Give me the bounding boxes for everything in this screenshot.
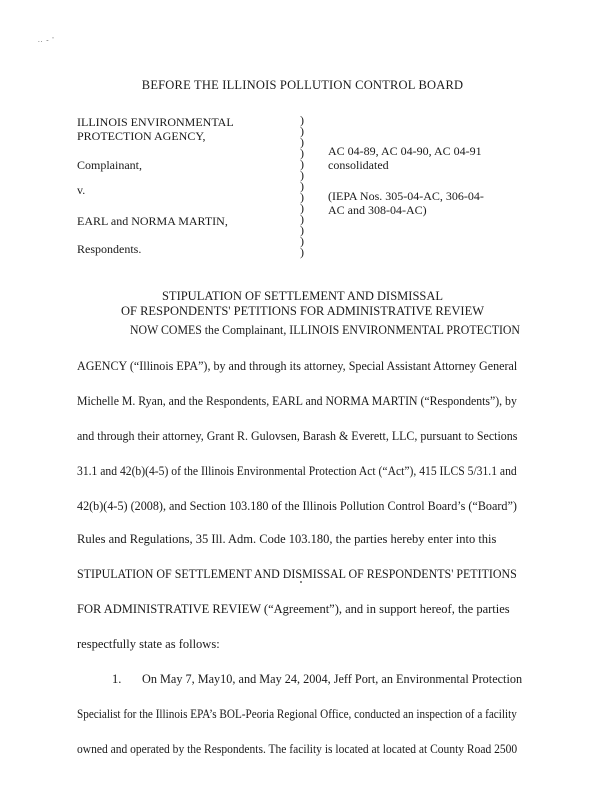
respondent-role: Respondents. — [77, 242, 142, 256]
paragraph-number: 1. — [112, 672, 122, 686]
scan-speck — [300, 581, 302, 583]
body-line-9: FOR ADMINISTRATIVE REVIEW (“Agreement”), and in support hereof, the parties — [77, 602, 510, 616]
body-line-6: 42(b)(4-5) (2008), and Section 103.180 of the Illinois Pollution Control Board’s (“Board”) — [77, 499, 517, 513]
document-title — [0, 289, 605, 319]
body-line-5: 31.1 and 42(b)(4-5) of the Illinois Environmental Protection Act (“Act”), 415 ILCS 5/31.1 and — [77, 464, 517, 478]
complainant-name-line1: ILLINOIS ENVIRONMENTAL — [77, 115, 234, 129]
iepa-numbers-line2: AC and 308-04-AC) — [328, 203, 427, 217]
paragraph-1-line-2: Specialist for the Illinois EPA’s BOL-Peoria Regional Office, conducted an inspection of a facility — [77, 707, 517, 721]
complainant-role: Complainant, — [77, 158, 142, 172]
title-line2: OF RESPONDENTS' PETITIONS FOR ADMINISTRATIVE REVIEW — [120, 304, 485, 318]
title-line1: STIPULATION OF SETTLEMENT AND DISMISSAL — [161, 289, 444, 303]
case-numbers: AC 04-89, AC 04-90, AC 04-91 — [328, 144, 482, 158]
iepa-numbers-line1: (IEPA Nos. 305-04-AC, 306-04- — [328, 189, 484, 203]
paragraph-1-line-1: On May 7, May10, and May 24, 2004, Jeff Port, an Environmental Protection — [142, 672, 523, 686]
body-line-10: respectfully state as follows: — [77, 637, 220, 651]
paragraph-1-line-3: owned and operated by the Respondents. The facility is located at located at County Road 2500 — [77, 742, 518, 756]
consolidated-label: consolidated — [328, 158, 389, 172]
body-line-8: STIPULATION OF SETTLEMENT AND DISMISSAL OF RESPONDENTS' PETITIONS — [77, 567, 517, 581]
body-line-1: NOW COMES the Complainant, ILLINOIS ENVIRONMENTAL PROTECTION — [130, 323, 520, 337]
complainant-name-line2: PROTECTION AGENCY, — [77, 129, 206, 143]
caption-divider: ) ) ) ) ) ) ) ) ) ) ) ) ) — [300, 113, 304, 259]
body-line-7: Rules and Regulations, 35 Ill. Adm. Code 103.180, the parties hereby enter into this — [77, 532, 497, 546]
body-line-4: and through their attorney, Grant R. Gulovsen, Barash & Everett, LLC, pursuant to Sections — [77, 429, 518, 443]
respondent-name: EARL and NORMA MARTIN, — [77, 214, 228, 228]
board-heading: BEFORE THE ILLINOIS POLLUTION CONTROL BOARD — [141, 78, 464, 92]
versus: v. — [77, 183, 86, 197]
body-line-3: Michelle M. Ryan, and the Respondents, EARL and NORMA MARTIN (“Respondents”), by — [77, 394, 517, 408]
body-line-2: AGENCY (“Illinois EPA”), by and through its attorney, Special Assistant Attorney General — [77, 359, 518, 373]
corner-mark: .. - ' — [38, 36, 55, 44]
